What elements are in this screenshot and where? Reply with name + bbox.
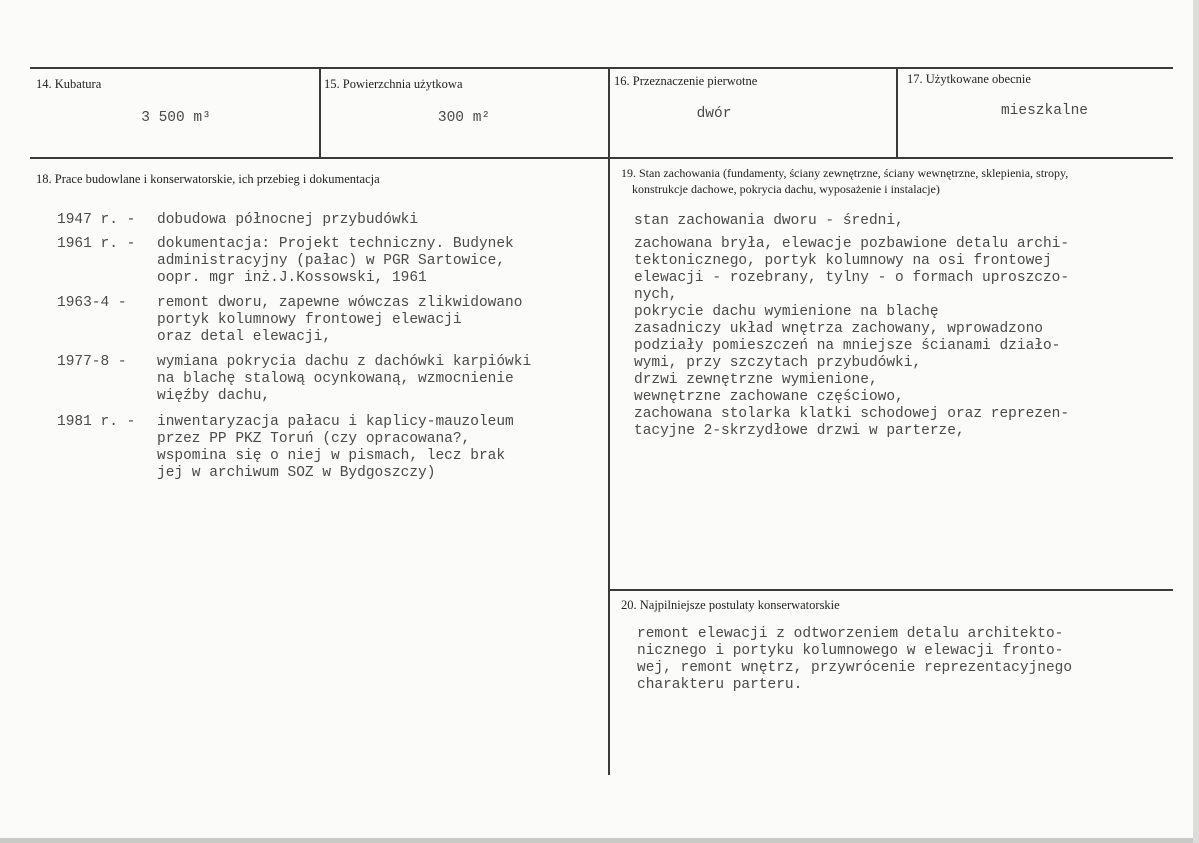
- przeznaczenie-value: dwór: [696, 106, 732, 122]
- stan-label-line1: 19. Stan zachowania (fundamenty, ściany zewnętrzne, ściany wewnętrzne, sklepienia, stropy,: [621, 166, 1069, 180]
- entry-line: jej w archiwum SOZ w Bydgoszczy): [157, 465, 436, 481]
- prace-label: 18. Prace budowlane i konserwatorskie, ich przebieg i dokumentacja: [36, 172, 380, 186]
- stan-line: elewacji - rozebrany, tylny - o formach uproszczo-: [634, 270, 1070, 286]
- postulaty-label: 20. Najpilniejsze postulaty konserwatorskie: [621, 598, 840, 612]
- postulaty-line: remont elewacji z odtworzeniem detalu architekto-: [637, 626, 1064, 642]
- stan-line: pokrycie dachu wymienione na blachę: [634, 304, 939, 320]
- entry-year: 1963-4 -: [57, 295, 127, 311]
- stan-line: wewnętrzne zachowane częściowo,: [634, 389, 904, 405]
- uzytkowane-value: mieszkalne: [1000, 103, 1088, 119]
- entry-line: remont dworu, zapewne wówczas zlikwidowano: [157, 295, 523, 311]
- entry-year: 1947 r. -: [57, 212, 136, 228]
- entry-line: administracyjny (pałac) w PGR Sartowice,: [157, 253, 506, 269]
- postulaty-line: charakteru parteru.: [637, 677, 803, 693]
- postulaty-line: nicznego i portyku kolumnowego w elewacji fronto-: [637, 643, 1064, 659]
- entry-line: na blachę stalową ocynkowaną, wzmocnienie: [157, 371, 514, 387]
- grid-f20-line: [608, 589, 1173, 591]
- prace-entry: [57, 354, 602, 405]
- stan-line: tektonicznego, portyk kolumnowy na osi frontowej: [634, 253, 1052, 269]
- powierzchnia-label: 15. Powierzchnia użytkowa: [324, 77, 463, 91]
- entry-line: przez PP PKZ Toruń (czy opracowana?,: [157, 431, 471, 447]
- page-edge-bottom: [0, 838, 1199, 843]
- kubatura-value: 3 500 m³: [141, 110, 211, 126]
- entry-line: więźby dachu,: [157, 388, 271, 404]
- kubatura-label: 14. Kubatura: [36, 77, 102, 91]
- grid-vline-3: [896, 67, 898, 158]
- prace-entry: [57, 236, 602, 287]
- stan-line: zachowana bryła, elewacje pozbawione detalu archi-: [634, 236, 1070, 252]
- uzytkowane-label: 17. Użytkowane obecnie: [907, 72, 1031, 86]
- entry-line: wspomina się o niej w pismach, lecz brak: [157, 448, 506, 464]
- prace-entry: [57, 212, 602, 229]
- przeznaczenie-label: 16. Przeznaczenie pierwotne: [614, 74, 758, 88]
- stan-line: wymi, przy szczytach przybudówki,: [634, 355, 922, 371]
- entry-line: dobudowa północnej przybudówki: [157, 212, 419, 228]
- stan-line: zachowana stolarka klatki schodowej oraz reprezen-: [634, 406, 1070, 422]
- stan-first-line: stan zachowania dworu - średni,: [634, 213, 904, 229]
- powierzchnia-value: 300 m²: [437, 110, 491, 126]
- entry-year: 1961 r. -: [57, 236, 136, 252]
- grid-top-line: [30, 67, 1173, 69]
- page-edge-right: [1193, 0, 1199, 843]
- postulaty-line: wej, remont wnętrz, przywrócenie reprezentacyjnego: [637, 660, 1073, 676]
- stan-label-line2: konstrukcje dachowe, pokrycia dachu, wyposażenie i instalacje): [632, 182, 940, 196]
- entry-year: 1977-8 -: [57, 354, 127, 370]
- entry-line: wymiana pokrycia dachu z dachówki karpiówki: [157, 354, 532, 370]
- stan-line: nych,: [634, 287, 678, 303]
- entry-line: dokumentacja: Projekt techniczny. Budynek: [157, 236, 514, 252]
- entry-line: oopr. mgr inż.J.Kossowski, 1961: [157, 270, 427, 286]
- entry-line: oraz detal elewacji,: [157, 329, 332, 345]
- grid-vline-1: [319, 67, 321, 158]
- entry-line: portyk kolumnowy frontowej elewacji: [157, 312, 462, 328]
- prace-entry: [57, 295, 602, 346]
- stan-line: drzwi zewnętrzne wymienione,: [634, 372, 878, 388]
- entry-line: inwentaryzacja pałacu i kaplicy-mauzoleum: [157, 414, 514, 430]
- stan-line: zasadniczy układ wnętrza zachowany, wprowadzono: [634, 321, 1043, 337]
- stan-line: podziały pomieszczeń na mniejsze ścianami działo-: [634, 338, 1061, 354]
- prace-entry: [57, 414, 602, 482]
- stan-line: tacyjne 2-skrzydłowe drzwi w parterze,: [634, 423, 965, 439]
- entry-year: 1981 r. -: [57, 414, 136, 430]
- grid-row-line: [30, 157, 1173, 159]
- grid-vline-2: [608, 67, 610, 775]
